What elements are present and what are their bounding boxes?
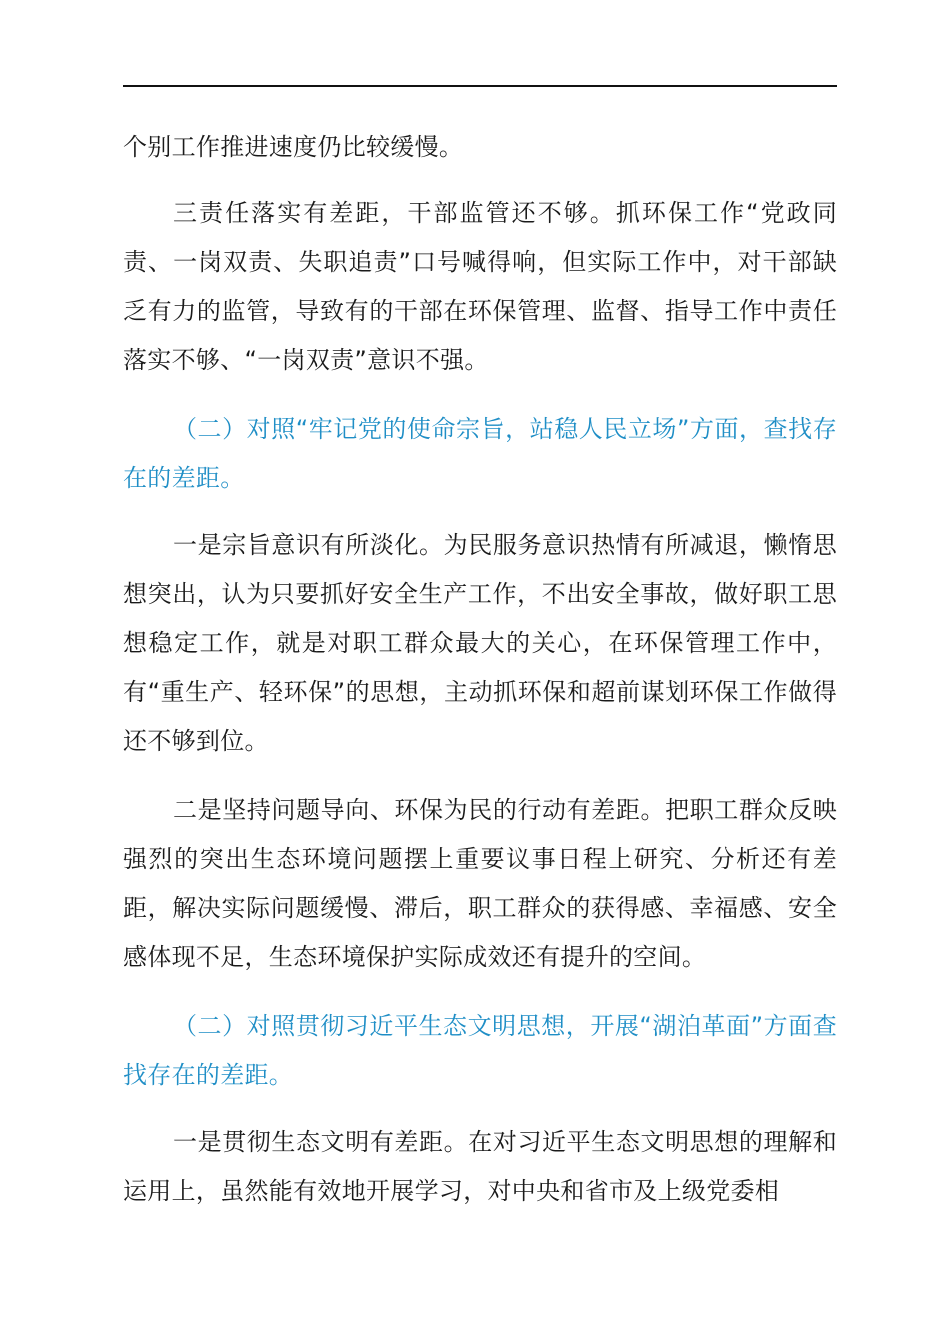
paragraph-problem-orientation: 二是坚持问题导向、环保为民的行动有差距。把职工群众反映强烈的突出生态环境问题摆上重要议事日程上研究、分析还有差距，解决实际问题缓慢、滞后，职工群众的获得感、幸福感、安全感体现不足，生态环境保护实际成效还有提升的空间。 (123, 796, 837, 971)
paragraph-ecological-civilization: 一是贯彻生态文明有差距。在对习近平生态文明思想的理解和运用上，虽然能有效地开展学习，对中央和省市及上级党委相 (123, 1128, 837, 1205)
paragraph-purpose-awareness: 一是宗旨意识有所淡化。为民服务意识热情有所减退，懒惰思想突出，认为只要抓好安全生产工作，不出安全事故，做好职工思想稳定工作，就是对职工群众最大的关心，在环保管理工作中，有“重生产、轻环保”的思想，主动抓环保和超前谋划环保工作做得还不够到位。 (123, 531, 837, 755)
paragraph-responsibility-gap: 三责任落实有差距，干部监管还不够。抓环保工作“党政同责、一岗双责、失职追责”口号喊得响，但实际工作中，对干部缺乏有力的监管，导致有的干部在环保管理、监督、指导工作中责任落实不够、“一岗双责”意识不强。 (123, 199, 837, 374)
section-heading-ecology: （二）对照贯彻习近平生态文明思想，开展“湖泊革面”方面查找存在的差距。 (123, 1012, 837, 1089)
paragraph-continuation: 个别工作推进速度仍比较缓慢。 (123, 133, 464, 161)
header-rule (123, 85, 837, 87)
section-heading-mission: （二）对照“牢记党的使命宗旨，站稳人民立场”方面，查找存在的差距。 (123, 415, 837, 492)
